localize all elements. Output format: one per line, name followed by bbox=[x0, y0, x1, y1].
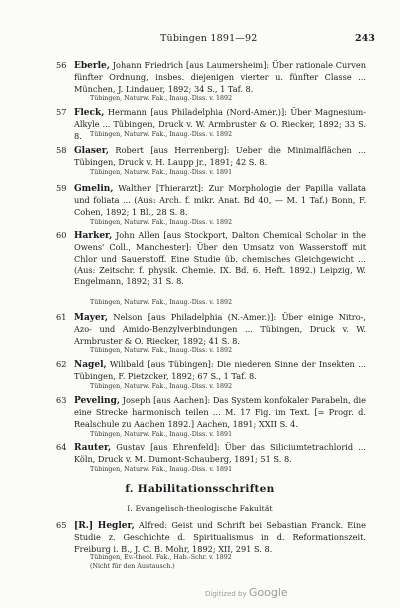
entry-text bbox=[74, 442, 366, 466]
author-name: Nagel, bbox=[74, 360, 107, 370]
entry-number: 63 bbox=[56, 395, 67, 405]
entry-number: 56 bbox=[56, 60, 67, 70]
entry-text bbox=[74, 359, 366, 383]
entry-text bbox=[74, 183, 366, 218]
entry-description: Gustav [aus Ehrenfeld]: Über das Siliciumtetrachlorid ... Köln, Druck v. M. Dumont-Schauberg, 1891; 51 S. 8. bbox=[74, 442, 366, 465]
entry-text bbox=[74, 60, 366, 95]
author-name: Harker, bbox=[74, 231, 113, 241]
author-name: Peveling, bbox=[74, 396, 121, 406]
entry-note: Tübingen, Naturw. Fak., Inaug.-Diss. v. 1892 bbox=[90, 347, 233, 354]
entry-number: 60 bbox=[56, 230, 67, 240]
entry-note: Tübingen, Naturw. Fak., Inaug.-Diss. v. 1891 bbox=[90, 169, 233, 176]
entry-number: 62 bbox=[56, 359, 67, 369]
entry-description: Nelson [aus Philadelphia (N.-Amer.)]: Über einige Nitro-, Azo- und Amido-Benzylverbindungen ... Tübingen, Druck v. W. Armbruster & O. Riecker, 1892; 41 S. 8. bbox=[74, 312, 366, 346]
subsection-heading: I. Evangelisch-theologische Fakultät bbox=[127, 504, 273, 513]
entry-number: 64 bbox=[56, 442, 67, 452]
entry-number: 57 bbox=[56, 107, 67, 117]
entry-text bbox=[74, 312, 366, 347]
page-number: 243 bbox=[355, 33, 375, 44]
section-heading: f. Habilitationsschriften bbox=[125, 483, 275, 495]
entry-number: 58 bbox=[56, 145, 67, 155]
entry-number: 65 bbox=[56, 520, 67, 530]
entry-number: 59 bbox=[56, 183, 67, 193]
digitized-by-text: Digitized by bbox=[205, 590, 249, 598]
entry-description: Johann Friedrich [aus Laumersheim]: Über rationale Curven fünfter Ordnung, insbes. diejenigen vierter u. fünfter Classe ... München, J. Lindauer, 1892; 34 S., 1 Taf. 8. bbox=[74, 60, 366, 94]
entry-description: Robert [aus Herrenberg]: Ueber die Minimalflächen ... Tübingen, Druck v. H. Laupp jr., 1891; 42 S. 8. bbox=[74, 145, 366, 168]
entry-text bbox=[74, 230, 366, 287]
entry-text bbox=[74, 520, 366, 555]
google-wordmark: Google bbox=[248, 586, 288, 599]
author-name: [R.] Hegler, bbox=[74, 521, 135, 531]
entry-description: John Allen [aus Stockport, Dalton Chemical Scholar in the Owens' Coll., Manchester]: Über den Umsatz von Wasserstoff mit Chlor und Sauerstoff. Eine Studie üb. chemisches Gleichgewicht ... (Aus: Zeitschr. f. physik. Chemie. IX. Bd. 6. Heft. 1892.) Leipzig, W. Engelmann, 1892; 31 S. 8. bbox=[74, 230, 366, 287]
entry-text bbox=[74, 145, 366, 169]
digitization-watermark bbox=[205, 586, 375, 599]
entry-description: Wilibald [aus Tübingen]: Die niederen Sinne der Insekten ... Tübingen, F. Pietzcker, 1892; 67 S., 1 Taf. 8. bbox=[74, 359, 366, 382]
author-name: Eberle, bbox=[74, 61, 110, 71]
entry-description: Walther [Thierarzt]: Zur Morphologie der Papilla vallata und foliata ... (Aus: Arch. f. mikr. Anat. Bd 40, — M. 1 Taf.) Bonn, F. Cohen, 1892; 1 Bl., 28 S. 8. bbox=[74, 183, 366, 217]
running-header bbox=[0, 33, 400, 47]
entry-description: Alfred: Geist und Schrift bei Sebastian Franck. Eine Studie z. Geschichte d. Spiritualismus in d. Reformationszeit. Freiburg i. B., J. C. B. Mohr, 1892; XII, 291 S. 8. bbox=[74, 520, 366, 554]
entry-note: Tübingen, Naturw. Fak., Inaug.-Diss. v. 1892 bbox=[90, 383, 233, 390]
author-name: Rauter, bbox=[74, 443, 112, 453]
entry-note: Tübingen, Naturw. Fak., Inaug.-Diss. v. 1891 bbox=[90, 466, 233, 473]
author-name: Fleck, bbox=[74, 108, 105, 118]
entry-note: Tübingen, Ev.-theol. Fak., Hab.-Schr. v. 1892 (Nicht für den Austausch.) bbox=[90, 554, 232, 570]
entry-text bbox=[74, 395, 366, 430]
entry-number: 61 bbox=[56, 312, 67, 322]
entry-description: Joseph [aus Aachen]: Das System konfokaler Parabeln, die eine Strecke harmonisch teilen ... M. 17 Fig. im Text. [= Progr. d. Realschule zu Aachen 1892.] Aachen, 1891; XXII S. 4. bbox=[74, 395, 366, 429]
entry-description: Hermann [aus Philadelphia (Nord-Amer.)]: Über Magnesium-Alkyle ... Tübingen, Druck v. W. Armbruster & O. Riecker, 1892; 33 S. 8. bbox=[74, 107, 366, 141]
author-name: Gmelin, bbox=[74, 184, 114, 194]
entry-note: Tübingen, Naturw. Fak., Inaug.-Diss. v. 1892 bbox=[90, 299, 233, 306]
entry-note: Tübingen, Naturw. Fak., Inaug.-Diss. v. 1892 bbox=[90, 219, 233, 226]
entry-note: Tübingen, Naturw. Fak., Inaug.-Diss. v. 1892 bbox=[90, 95, 233, 102]
author-name: Mayer, bbox=[74, 313, 108, 323]
author-name: Glaser, bbox=[74, 146, 109, 156]
running-title: Tübingen 1891—92 bbox=[160, 33, 258, 44]
entry-note: Tübingen, Naturw. Fak., Inaug.-Diss. v. 1892 bbox=[90, 131, 233, 138]
entry-note: Tübingen, Naturw. Fak., Inaug.-Diss. v. 1891 bbox=[90, 431, 233, 438]
